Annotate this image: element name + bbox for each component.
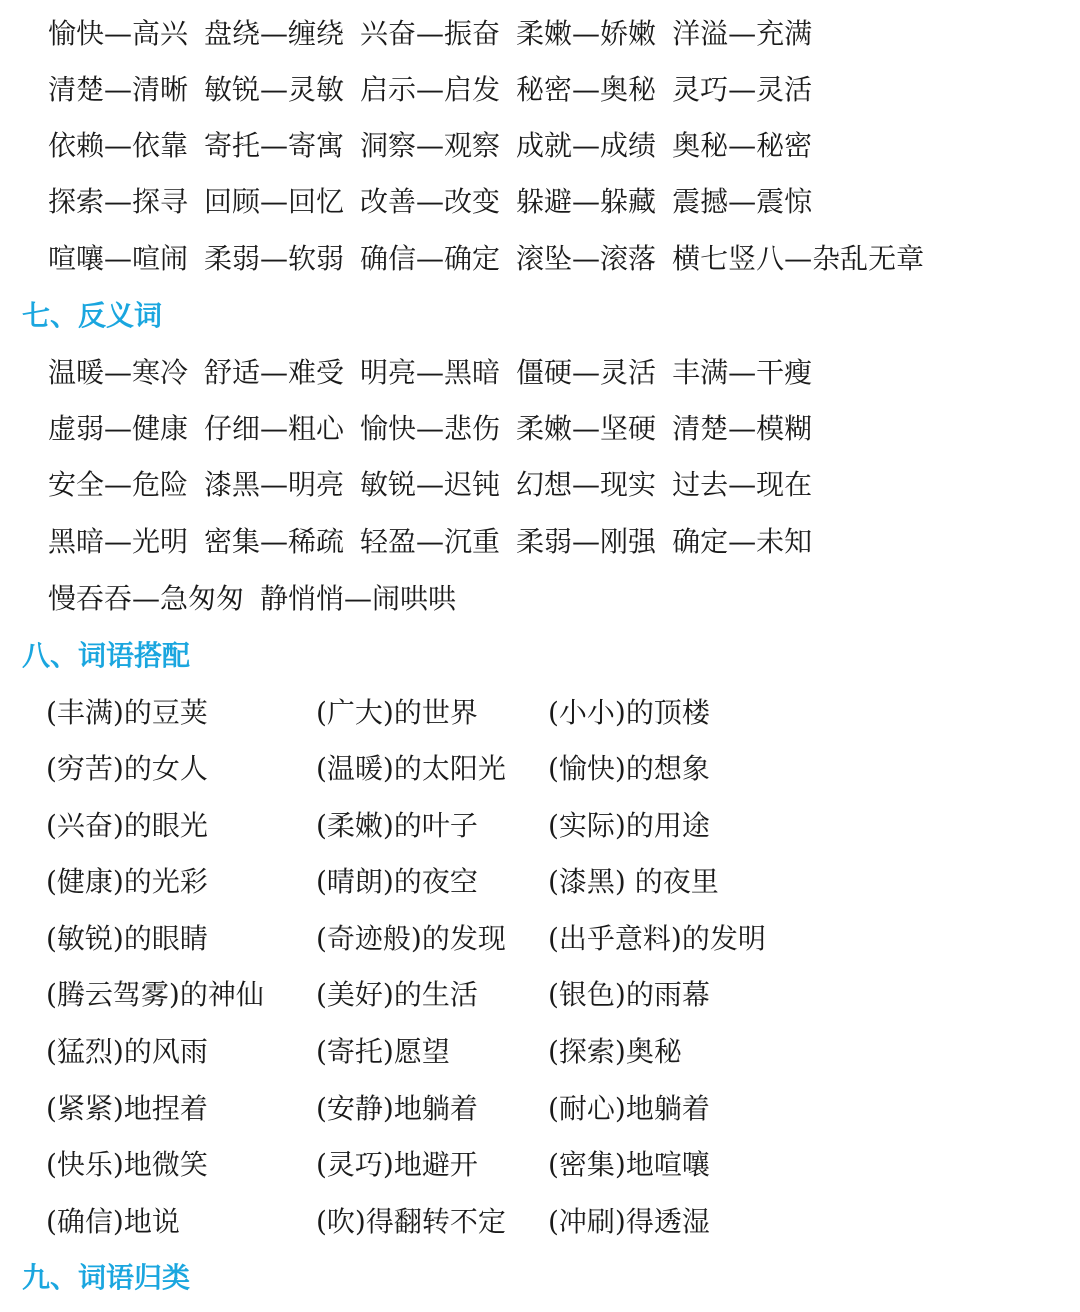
synonym-pair: 震撼—震惊 xyxy=(672,185,813,218)
antonym-pair: 慢吞吞—急匆匆 xyxy=(48,582,245,615)
collocation-item: (寄托)愿望 xyxy=(316,1035,450,1068)
collocation-item: (出乎意料)的发明 xyxy=(548,922,766,955)
antonym-row xyxy=(48,405,828,449)
synonym-pair: 喧嚷—喧闹 xyxy=(48,242,189,275)
synonym-pair: 依赖—依靠 xyxy=(48,129,189,162)
antonym-pair: 黑暗—光明 xyxy=(48,525,189,558)
antonym-pair: 虚弱—健康 xyxy=(48,412,189,445)
antonym-pair: 密集—稀疏 xyxy=(204,525,345,558)
synonym-pair: 秘密—奥秘 xyxy=(516,73,657,106)
section-heading-antonyms: 七、反义词 xyxy=(22,299,163,332)
collocation-item: (确信)地说 xyxy=(46,1205,180,1238)
antonym-row xyxy=(48,575,472,619)
antonym-pair: 清楚—模糊 xyxy=(672,412,813,445)
collocation-item: (穷苦)的女人 xyxy=(46,752,208,785)
antonym-pair: 过去—现在 xyxy=(672,468,813,501)
collocation-item: (奇迹般)的发现 xyxy=(316,922,506,955)
collocation-item: (冲刷)得透湿 xyxy=(548,1205,710,1238)
antonym-pair: 仔细—粗心 xyxy=(204,412,345,445)
antonym-pair: 敏锐—迟钝 xyxy=(360,468,501,501)
synonym-pair: 兴奋—振奋 xyxy=(360,17,501,50)
antonym-row xyxy=(48,518,828,562)
collocation-item: (漆黑) 的夜里 xyxy=(548,865,719,898)
synonym-pair: 探索—探寻 xyxy=(48,185,189,218)
synonym-row xyxy=(48,122,828,166)
synonym-row xyxy=(48,66,828,110)
antonym-pair: 温暖—寒冷 xyxy=(48,356,189,389)
synonym-pair: 确信—确定 xyxy=(360,242,501,275)
collocation-item: (安静)地躺着 xyxy=(316,1092,478,1125)
collocation-item: (晴朗)的夜空 xyxy=(316,865,478,898)
antonym-pair: 柔弱—刚强 xyxy=(516,525,657,558)
antonym-pair: 轻盈—沉重 xyxy=(360,525,501,558)
collocation-item: (耐心)地躺着 xyxy=(548,1092,710,1125)
antonym-pair: 漆黑—明亮 xyxy=(204,468,345,501)
collocation-item: (兴奋)的眼光 xyxy=(46,809,208,842)
synonym-pair: 滚坠—滚落 xyxy=(516,242,657,275)
collocation-item: (愉快)的想象 xyxy=(548,752,710,785)
collocation-item: (丰满)的豆荚 xyxy=(46,696,208,729)
synonym-pair: 柔弱—软弱 xyxy=(204,242,345,275)
collocation-item: (紧紧)地捏着 xyxy=(46,1092,208,1125)
section-heading-collocations: 八、词语搭配 xyxy=(22,639,191,672)
antonym-pair: 确定—未知 xyxy=(672,525,813,558)
synonym-pair: 敏锐—灵敏 xyxy=(204,73,345,106)
collocation-item: (探索)奥秘 xyxy=(548,1035,682,1068)
antonym-pair: 僵硬—灵活 xyxy=(516,356,657,389)
collocation-item: (灵巧)地避开 xyxy=(316,1148,478,1181)
synonym-pair: 奥秘—秘密 xyxy=(672,129,813,162)
synonym-pair: 寄托—寄寓 xyxy=(204,129,345,162)
collocation-item: (美好)的生活 xyxy=(316,978,478,1011)
collocation-item: (快乐)地微笑 xyxy=(46,1148,208,1181)
synonym-pair: 回顾—回忆 xyxy=(204,185,345,218)
collocation-item: (密集)地喧嚷 xyxy=(548,1148,710,1181)
antonym-pair: 舒适—难受 xyxy=(204,356,345,389)
synonym-pair: 柔嫩—娇嫩 xyxy=(516,17,657,50)
antonym-pair: 丰满—干瘦 xyxy=(672,356,813,389)
antonym-row xyxy=(48,461,828,505)
collocation-item: (柔嫩)的叶子 xyxy=(316,809,478,842)
antonym-pair: 静悄悄—闹哄哄 xyxy=(260,582,457,615)
collocation-item: (健康)的光彩 xyxy=(46,865,208,898)
synonym-pair: 成就—成绩 xyxy=(516,129,657,162)
antonym-pair: 明亮—黑暗 xyxy=(360,356,501,389)
synonym-pair: 启示—启发 xyxy=(360,73,501,106)
collocation-item: (广大)的世界 xyxy=(316,696,478,729)
synonym-pair: 洋溢—充满 xyxy=(672,17,813,50)
synonym-row xyxy=(48,235,940,279)
synonym-pair: 盘绕—缠绕 xyxy=(204,17,345,50)
synonym-pair: 改善—改变 xyxy=(360,185,501,218)
collocation-item: (银色)的雨幕 xyxy=(548,978,710,1011)
antonym-pair: 愉快—悲伤 xyxy=(360,412,501,445)
synonym-pair: 洞察—观察 xyxy=(360,129,501,162)
collocation-item: (敏锐)的眼睛 xyxy=(46,922,208,955)
synonym-pair: 清楚—清晰 xyxy=(48,73,189,106)
collocation-item: (猛烈)的风雨 xyxy=(46,1035,208,1068)
synonym-pair: 横七竖八—杂乱无章 xyxy=(672,242,925,275)
synonym-row xyxy=(48,178,828,222)
antonym-pair: 幻想—现实 xyxy=(516,468,657,501)
collocation-item: (腾云驾雾)的神仙 xyxy=(46,978,264,1011)
section-heading-classification: 九、词语归类 xyxy=(22,1261,191,1294)
collocation-item: (吹)得翻转不定 xyxy=(316,1205,506,1238)
collocation-item: (实际)的用途 xyxy=(548,809,710,842)
collocation-item: (小小)的顶楼 xyxy=(548,696,710,729)
antonym-pair: 柔嫩—坚硬 xyxy=(516,412,657,445)
synonym-row xyxy=(48,10,828,54)
antonym-row xyxy=(48,349,828,393)
collocation-item: (温暖)的太阳光 xyxy=(316,752,506,785)
antonym-pair: 安全—危险 xyxy=(48,468,189,501)
synonym-pair: 灵巧—灵活 xyxy=(672,73,813,106)
synonym-pair: 愉快—高兴 xyxy=(48,17,189,50)
synonym-pair: 躲避—躲藏 xyxy=(516,185,657,218)
